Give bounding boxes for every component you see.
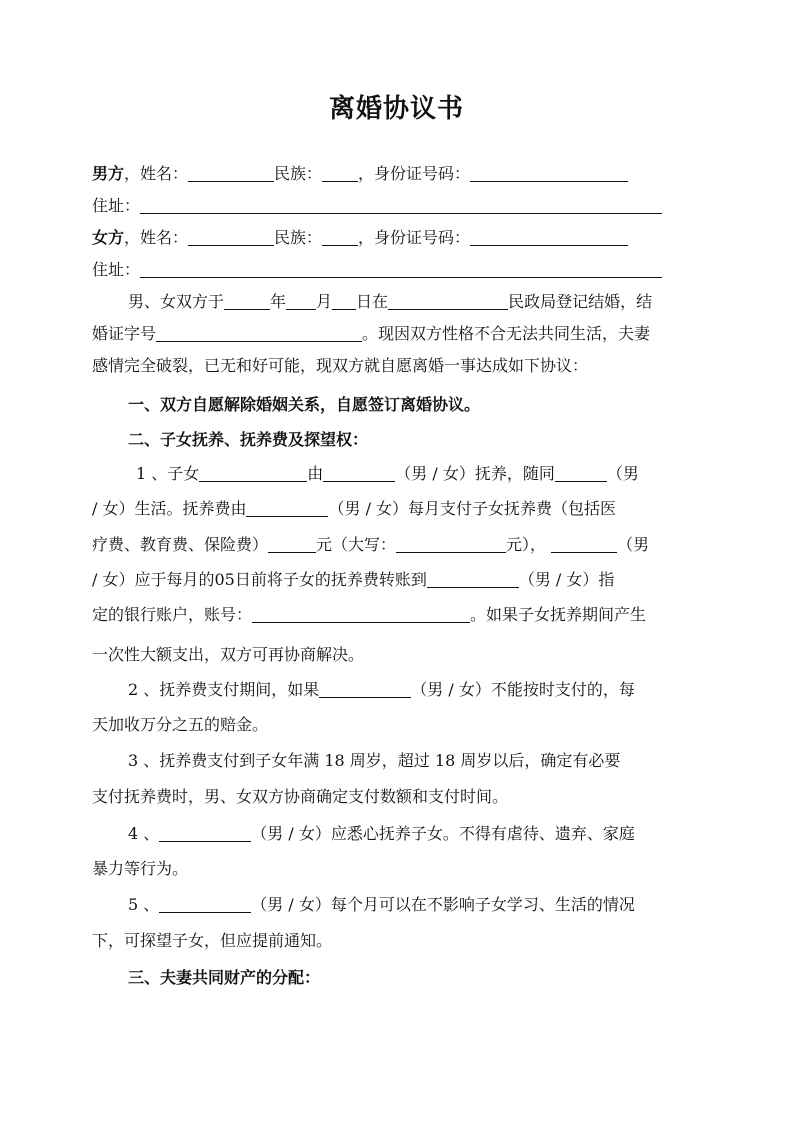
husband-ethnic-label: 民族： [274, 164, 323, 183]
guardian-field[interactable] [159, 824, 251, 842]
clause-text: 定的银行账户，账号： [92, 605, 253, 624]
husband-label: 男方 [92, 164, 125, 183]
wife-address-field[interactable] [140, 260, 662, 278]
clause-text: 2 、抚养费支付期间，如果 [128, 680, 320, 699]
intro-text: 民政局登记结婚，结 [508, 292, 653, 311]
wife-name-label: ，姓名： [124, 228, 189, 247]
husband-id-label: ，身份证号码： [358, 164, 471, 183]
marriage-cert-field[interactable] [156, 324, 362, 342]
intro-line-3: 感情完全破裂，已无和好可能，现双方就自愿离婚一事达成如下协议： [92, 356, 589, 375]
wife-id-label: ，身份证号码： [358, 228, 471, 247]
payer-field[interactable] [551, 535, 617, 553]
clause-5-line-1 [92, 893, 704, 919]
intro-text: 。现因双方性格不合无法共同生活，夫妻 [362, 324, 651, 343]
marriage-month-field[interactable] [286, 292, 316, 310]
year-label: 年 [270, 292, 287, 311]
wife-row [92, 226, 704, 252]
clause-text: （男 / 女）每月支付子女抚养费（包括医 [328, 499, 617, 518]
clause-text: （男 [617, 535, 650, 554]
wife-address-label: 住址： [92, 260, 141, 279]
clause-text: （男 [606, 464, 639, 483]
clause-text: / 女）生活。抚养费由 [92, 499, 247, 518]
clause-1-line-2 [92, 497, 704, 523]
custodian-field[interactable] [323, 464, 395, 482]
wife-label: 女方 [92, 228, 125, 247]
marriage-year-field[interactable] [224, 292, 270, 310]
section-2-heading: 二、子女抚养、抚养费及探望权： [128, 430, 369, 449]
intro-line-1 [92, 290, 704, 316]
clause-4-line-1 [92, 822, 704, 848]
wife-name-field[interactable] [188, 228, 274, 246]
clause-3-line-1: 3 、抚养费支付到子女年满 18 周岁，超过 18 周岁以后，确定有必要 [128, 751, 621, 770]
clause-text: 。如果子女抚养期间产生 [470, 605, 647, 624]
husband-address-label: 住址： [92, 196, 141, 215]
husband-row [92, 162, 704, 188]
husband-address-row [92, 194, 704, 220]
clause-text: （男 / 女）指 [518, 570, 615, 589]
day-label: 日在 [356, 292, 389, 311]
husband-ethnic-field[interactable] [322, 164, 358, 182]
husband-id-field[interactable] [470, 164, 628, 182]
clause-1-line-5 [92, 603, 704, 629]
intro-line-2 [92, 322, 704, 348]
child-name-field[interactable] [199, 464, 307, 482]
husband-address-field[interactable] [140, 196, 662, 214]
clause-text: 元）， [506, 535, 552, 554]
late-payer-field[interactable] [319, 680, 411, 698]
clause-1-line-1 [92, 462, 704, 488]
clause-1-line-4 [92, 568, 704, 594]
marriage-day-field[interactable] [332, 292, 356, 310]
wife-address-row [92, 258, 704, 284]
clause-3-line-2: 支付抚养费时，男、女双方协商确定支付数额和支付时间。 [92, 787, 509, 806]
clause-text: 元（大写： [316, 535, 397, 554]
wife-ethnic-label: 民族： [274, 228, 323, 247]
wife-ethnic-field[interactable] [322, 228, 358, 246]
support-amount-field[interactable] [268, 535, 316, 553]
registration-bureau-field[interactable] [388, 292, 508, 310]
clause-text: 5 、 [128, 895, 160, 914]
payee-field[interactable] [427, 570, 519, 588]
clause-2-line-1 [92, 678, 704, 704]
clause-text: （男 / 女）应悉心抚养子女。不得有虐待、遗弃、家庭 [251, 824, 635, 843]
clause-5-line-2: 下，可探望子女，但应提前通知。 [92, 931, 333, 950]
clause-1-line-3 [92, 533, 704, 559]
clause-text: / 女）应于每月的05日前将子女的抚养费转账到 [92, 570, 427, 589]
clause-text: 4 、 [128, 824, 160, 843]
month-label: 月 [316, 292, 333, 311]
clause-2-line-2: 天加收万分之五的赔金。 [92, 715, 269, 734]
husband-name-field[interactable] [188, 164, 274, 182]
clause-text: 疗费、教育费、保险费） [92, 535, 269, 554]
clause-text: 由 [307, 464, 324, 483]
clause-text: （男 / 女）不能按时支付的，每 [411, 680, 635, 699]
husband-name-label: ，姓名： [124, 164, 189, 183]
clause-text: （男 / 女）抚养，随同 [395, 464, 555, 483]
live-with-field[interactable] [555, 464, 607, 482]
support-payer-field[interactable] [246, 499, 328, 517]
support-amount-words-field[interactable] [396, 535, 506, 553]
bank-account-field[interactable] [252, 605, 470, 623]
section-3-heading: 三、夫妻共同财产的分配： [128, 968, 321, 987]
clause-1-line-6: 一次性大额支出，双方可再协商解决。 [92, 645, 365, 664]
document-title: 离婚协议书 [328, 94, 464, 124]
clause-text: 1 、子女 [136, 464, 200, 483]
clause-4-line-2: 暴力等行为。 [92, 859, 189, 878]
intro-text: 男、女双方于 [128, 292, 225, 311]
section-1-heading: 一、双方自愿解除婚姻关系，自愿签订离婚协议。 [128, 395, 481, 414]
cert-label: 婚证字号 [92, 324, 157, 343]
wife-id-field[interactable] [470, 228, 628, 246]
clause-text: （男 / 女）每个月可以在不影响子女学习、生活的情况 [251, 895, 635, 914]
visitor-field[interactable] [159, 895, 251, 913]
